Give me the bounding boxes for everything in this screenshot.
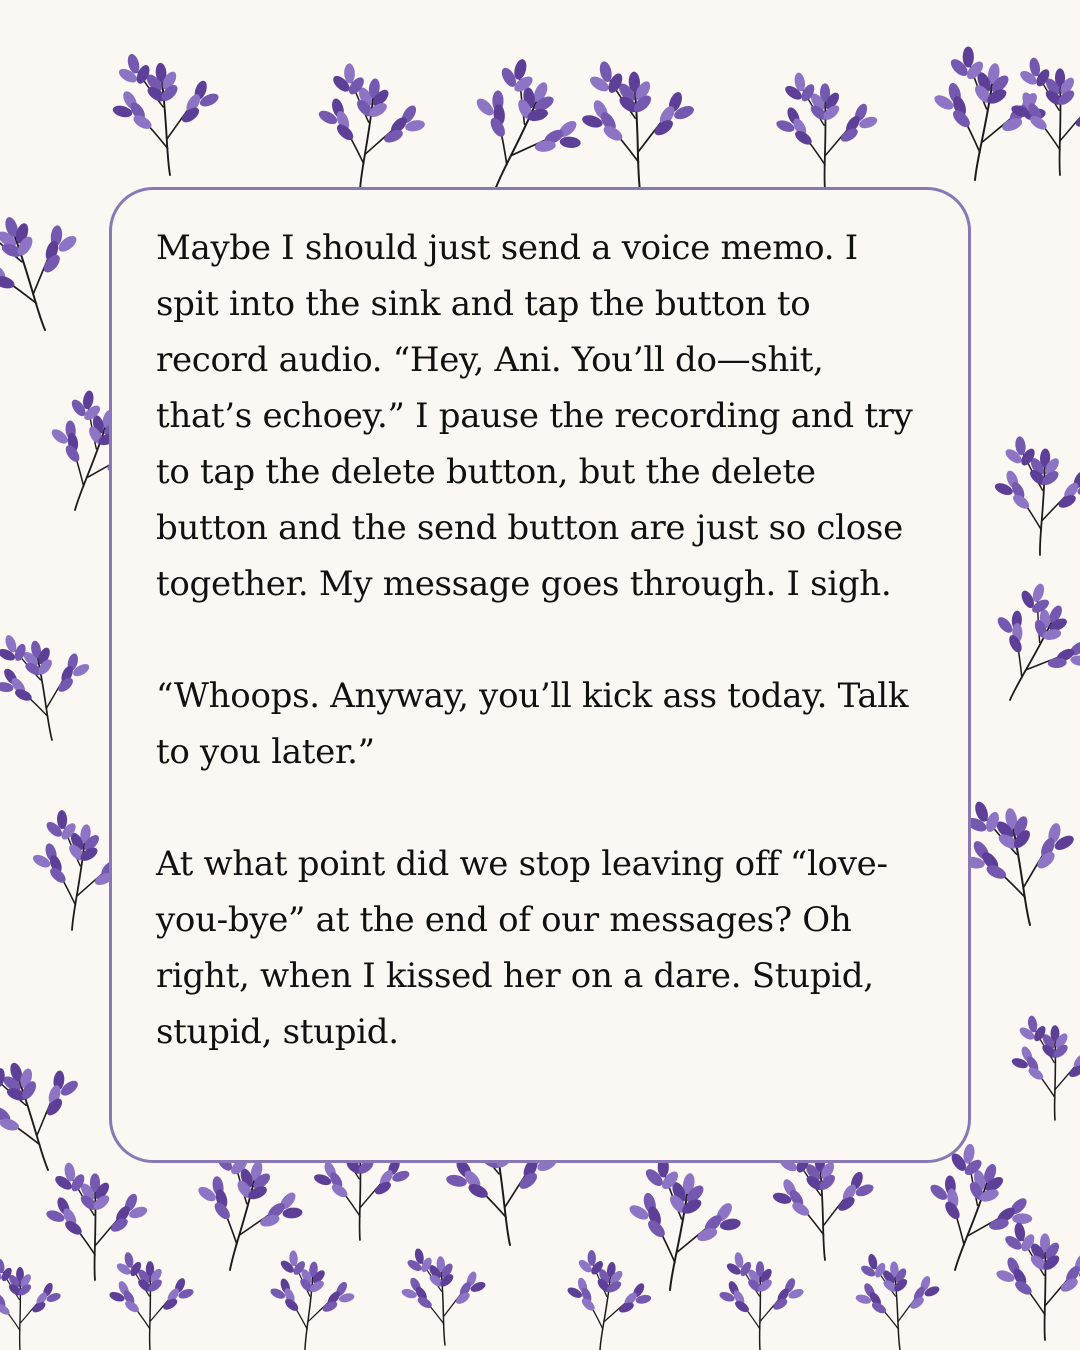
- lavender-sprig-icon: [0, 621, 102, 748]
- lavender-sprig-icon: [106, 46, 226, 180]
- story-paragraph-1: Maybe I should just send a voice memo. I spit into the sink and tap the button to record audio. “Hey, Ani. You’ll do—shit, that’s echoey.” I pause the recording and try to tap the delete button, but the delete button and the send button are just so close together. My message goes through. I sigh.: [156, 228, 913, 604]
- lavender-sprig-icon: [1010, 1015, 1080, 1120]
- lavender-sprig-icon: [1010, 57, 1080, 175]
- lavender-sprig-icon: [108, 1252, 195, 1350]
- lavender-sprig-icon: [0, 1258, 62, 1350]
- lavender-sprig-icon: [966, 572, 1080, 725]
- lavender-sprig-icon: [995, 1222, 1080, 1340]
- lavender-sprig-icon: [990, 434, 1080, 557]
- lavender-sprig-icon: [263, 1248, 359, 1350]
- story-paragraph-2: “Whoops. Anyway, you’ll kick ass today. Talk to you later.”: [156, 676, 909, 772]
- lavender-sprig-icon: [559, 1247, 659, 1350]
- lavender-sprig-icon: [577, 56, 699, 193]
- story-text-card: [109, 187, 971, 1163]
- lavender-sprig-icon: [0, 187, 102, 348]
- lavender-sprig-icon: [718, 1252, 805, 1350]
- lavender-sprig-icon: [851, 1249, 944, 1350]
- lavender-sprig-icon: [615, 1151, 752, 1300]
- lavender-sprig-icon: [398, 1244, 490, 1347]
- lavender-sprig-icon: [0, 1034, 102, 1187]
- lavender-sprig-icon: [952, 785, 1080, 934]
- lavender-sprig-icon: [308, 59, 434, 198]
- lavender-sprig-icon: [775, 72, 879, 190]
- story-paragraph-3: At what point did we stop leaving off “love-you-bye” at the end of our messages? Oh right, when I kissed her on a dare. Stupid, stupid, stupid.: [156, 844, 888, 1052]
